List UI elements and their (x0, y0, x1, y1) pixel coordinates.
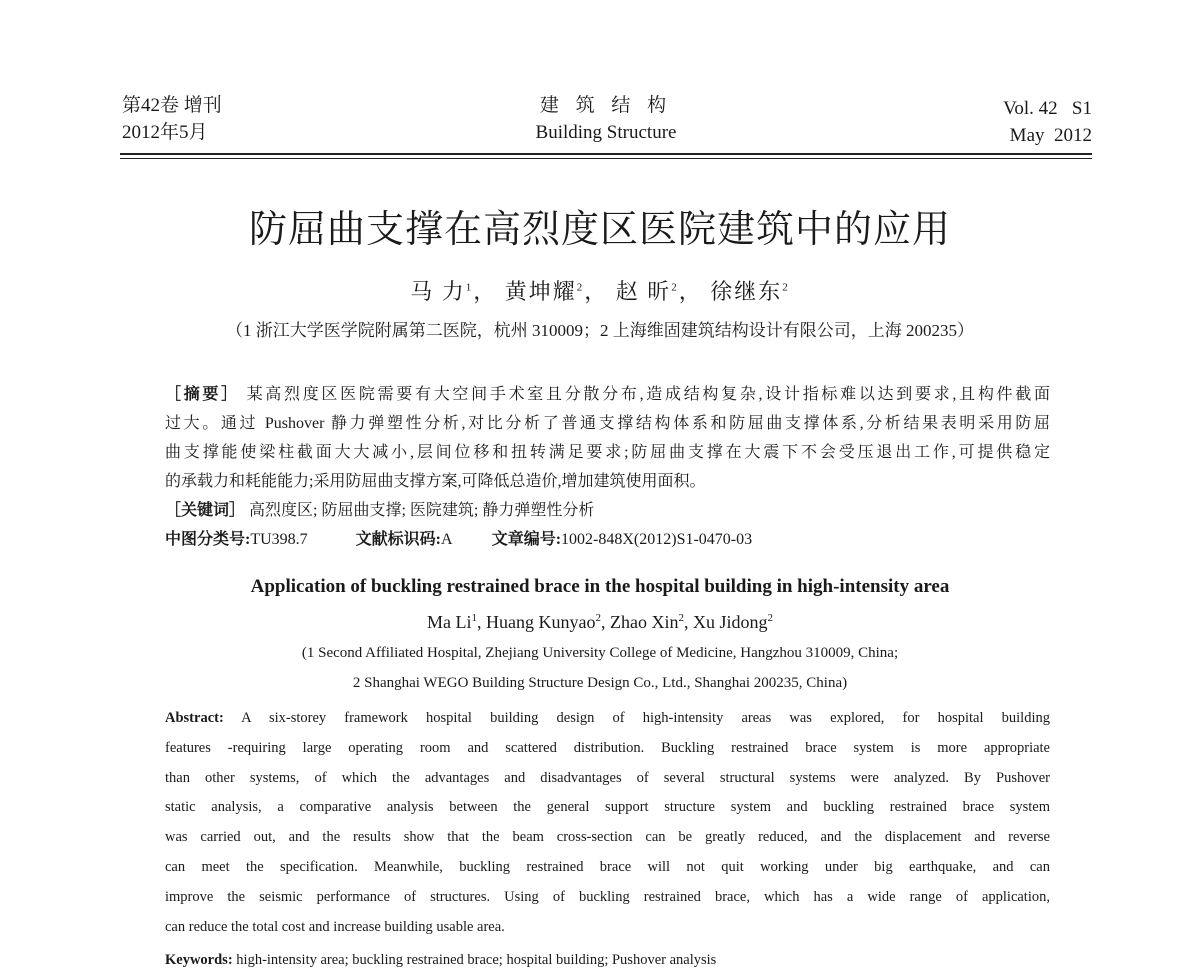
abstract-line: 过大。通过 Pushover 静力弹塑性分析,对比分析了普通支撑结构体系和防屈曲支撑体系,分析结果表明采用防屈 (165, 415, 1050, 432)
date-cn: 2012年5月 (122, 122, 208, 143)
affiliation-en-1: (1 Second Affiliated Hospital, Zhejiang University College of Medicine, Hangzhou 310009, China; (301, 645, 899, 661)
classification-line (165, 525, 1050, 554)
abstract-line: than other systems, of which the advantages and disadvantages of several structural systems were analyzed. By Pushover (165, 769, 1050, 786)
article-no-label: 文章编号: (491, 531, 562, 548)
keywords-text-cn: 高烈度区; 防屈曲支撑; 医院建筑; 静力弹塑性分析 (249, 502, 595, 519)
author: 黄坤耀$^2$ (504, 279, 585, 304)
journal-name (450, 92, 762, 146)
keywords-cn (165, 496, 1050, 525)
paper-title-en: Application of buckling restrained brace in the hospital building in high-intensity area (250, 576, 950, 597)
volume-cn: 第42卷 增刊 (122, 95, 222, 116)
keywords-label-en: Keywords: (165, 952, 233, 969)
journal-issue-en (1003, 95, 1092, 149)
journal-issue-cn (122, 92, 222, 146)
header-rule (120, 153, 1092, 155)
authors-cn: 马 力$^1$， 黄坤耀$^2$， 赵 昕$^2$， 徐继东$^2$ (410, 279, 790, 304)
clc-value: TU398.7 (250, 531, 308, 548)
author: 马 力$^1$ (410, 279, 474, 304)
author: Ma Li$^1$ (427, 612, 477, 632)
abstract-line: can reduce the total cost and increase building usable area. (165, 918, 505, 935)
abstract-line: 曲支撑能使梁柱截面大大减小,层间位移和扭转满足要求;防屈曲支撑在大震下不会受压退出工作,可提供稳定 (165, 444, 1050, 461)
abstract-line: features -requiring large operating room and scattered distribution. Buckling restrained brace system is more appropriate (165, 739, 1050, 756)
paper-title-cn: 防屈曲支撑在高烈度区医院建筑中的应用 (248, 209, 951, 251)
abstract-line: can meet the specification. Meanwhile, buckling restrained brace will not quit working under big earthquake, and can (165, 858, 1050, 875)
journal-name-cn: 建 筑 结 构 (539, 95, 673, 116)
doc-code-value: A (441, 531, 452, 548)
doc-code-label: 文献标识码: (355, 531, 442, 548)
date-en: May 2012 (1009, 125, 1092, 146)
affiliation-cn: （1 浙江大学医学院附属第二医院，杭州 310009；2 上海维固建筑结构设计有限公司，上海 200235） (226, 321, 974, 340)
affiliation-en-2: 2 Shanghai WEGO Building Structure Design Co., Ltd., Shanghai 200235, China) (352, 675, 848, 691)
article-no-value: 1002-848X(2012)S1-0470-03 (561, 531, 753, 548)
author: Huang Kunyao$^2$ (486, 612, 601, 632)
author: Zhao Xin$^2$ (609, 612, 684, 632)
abstract-cn (165, 380, 1050, 554)
abstract-line: 的承载力和耗能能力;采用防屈曲支撑方案,可降低总造价,增加建筑使用面积。 (165, 473, 706, 490)
author: 徐继东$^2$ (710, 279, 790, 304)
abstract-label-en: Abstract: (165, 710, 224, 726)
keywords-en (165, 946, 1050, 976)
journal-name-en: Building Structure (535, 122, 677, 143)
abstract-line: improve the seismic performance of structures. Using of buckling restrained brace, which has a wide range of application, (165, 888, 1050, 905)
clc-label: 中图分类号: (165, 531, 251, 548)
abstract-label-cn: ［摘要］ (165, 386, 240, 403)
authors-en: Ma Li$^1$, Huang Kunyao$^2$, Zhao Xin$^2$, Xu Jidong$^2$ (427, 612, 773, 632)
header-rule-thin (120, 158, 1092, 159)
keywords-text-en: high-intensity area; buckling restrained brace; hospital building; Pushover analysis (236, 952, 717, 969)
abstract-line: was carried out, and the results show that the beam cross-section can be greatly reduced, and the displacement and reverse (165, 829, 1050, 846)
abstract-line: A six-storey framework hospital building design of high-intensity areas was explored, for hospital building (241, 710, 1050, 726)
volume-en: Vol. 42 S1 (1003, 98, 1092, 119)
abstract-en (165, 704, 1050, 976)
author: 赵 昕$^2$ (615, 279, 679, 304)
keywords-label-cn: ［关键词］ (165, 502, 246, 519)
abstract-line: 某高烈度区医院需要有大空间手术室且分散分布,造成结构复杂,设计指标难以达到要求,且构件截面 (246, 386, 1050, 403)
abstract-line: static analysis, a comparative analysis between the general support structure system and buckling restrained brace system (165, 799, 1050, 816)
author: Xu Jidong$^2$ (692, 612, 773, 632)
